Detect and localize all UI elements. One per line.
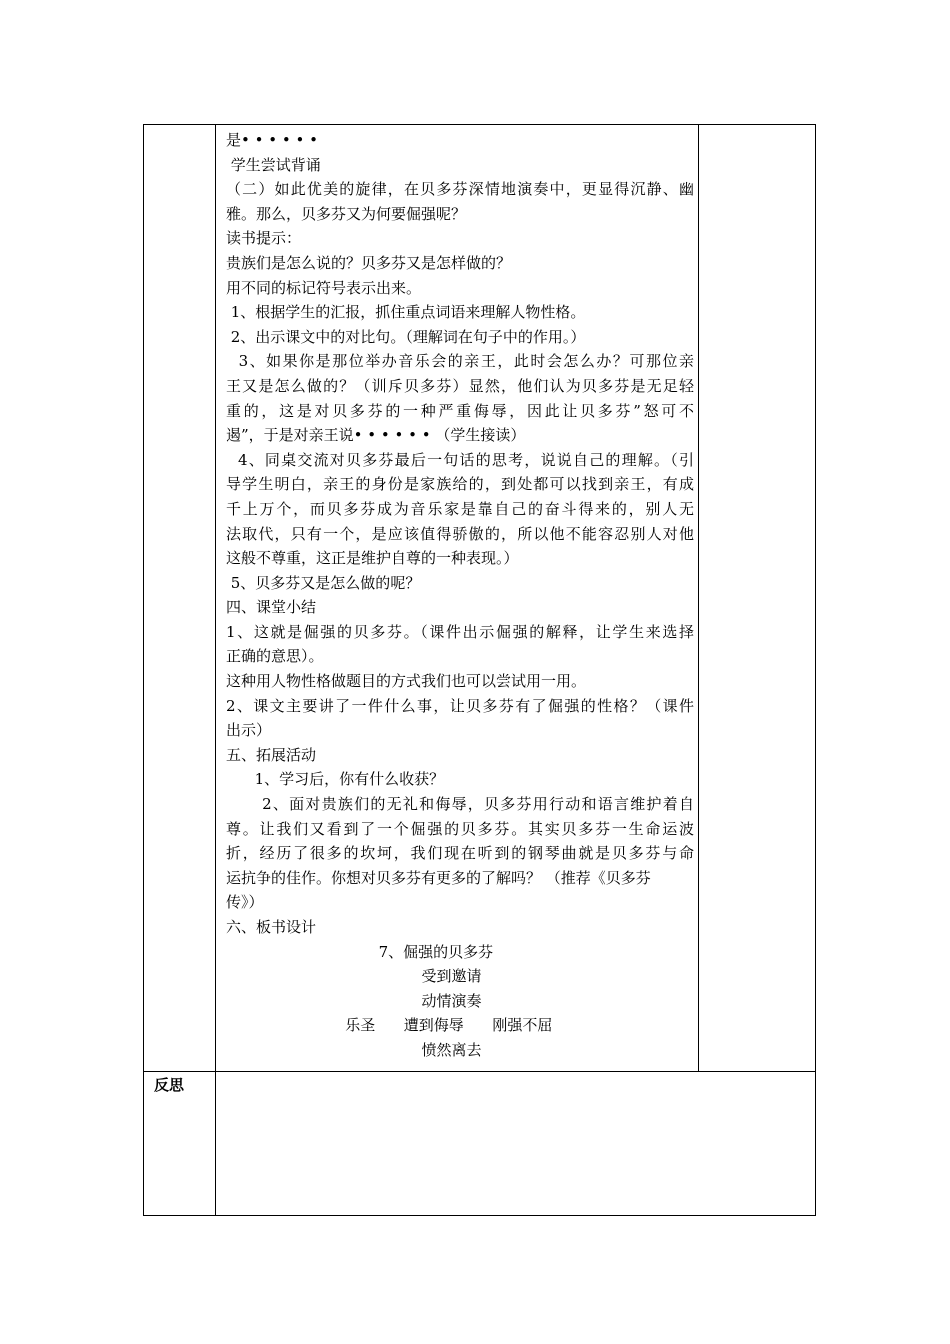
text-line: 学生尝试背诵: [226, 155, 321, 174]
text-line: 出示）: [226, 721, 272, 740]
text-line: 3、如果你是那位举办音乐会的亲王，此时会怎么办？可那位亲: [226, 352, 694, 371]
text-line: 千上万个，而贝多芬成为音乐家是靠自己的奋斗得来的，别人无: [226, 499, 694, 518]
board-design-line: 动情演奏: [226, 991, 482, 1010]
column-divider-left: [215, 125, 216, 1215]
text-line: 用不同的标记符号表示出来。: [226, 278, 422, 297]
text-line: 传》）: [226, 893, 264, 912]
text-line: 4、同桌交流对贝多芬最后一句话的思考，说说自己的理解。（引: [226, 450, 694, 469]
text-line: 5、贝多芬又是怎么做的呢？: [226, 573, 421, 592]
lesson-plan-table: [143, 124, 816, 1216]
text-line: 2、面对贵族们的无礼和侮辱，贝多芬用行动和语言维护着自: [226, 795, 694, 814]
section-heading: 四、课堂小结: [226, 598, 317, 617]
text-line: （二）如此优美的旋律，在贝多芬深情地演奏中，更显得沉静、幽: [226, 180, 694, 199]
text-line: 1、根据学生的汇报，抓住重点词语来理解人物性格。: [226, 303, 586, 322]
text-line: 这般不尊重，这正是维护自尊的一种表现。）: [226, 549, 519, 568]
reflection-label: 反思: [154, 1076, 185, 1094]
text-line: 这种用人物性格做题目的方式我们也可以尝试用一用。: [226, 672, 587, 691]
board-design-line: 受到邀请: [226, 967, 482, 986]
text-line: 导学生明白，亲王的身份是家族给的，到处都可以找到亲王，有成: [226, 475, 694, 494]
text-line: 法取代，只有一个，是应该值得骄傲的，所以他不能容忍别人对他: [226, 524, 694, 543]
text-line: 1、学习后，你有什么收获？: [226, 770, 445, 789]
text-line: 尊。让我们又看到了一个倔强的贝多芬。其实贝多芬一生命运波: [226, 819, 694, 838]
section-heading: 五、拓展活动: [226, 745, 317, 764]
text-line: 正确的意思）。: [226, 647, 324, 666]
board-design-title: 7、倔强的贝多芬: [226, 942, 494, 961]
text-line: 运抗争的佳作。你想对贝多芬有更多的了解吗？ （推荐《贝多芬: [226, 868, 651, 887]
text-line: 雅。那么，贝多芬又为何要倔强呢？: [226, 204, 467, 223]
text-line: 贵族们是怎么说的？贝多芬又是怎样做的？: [226, 253, 512, 272]
text-line: 1、这就是倔强的贝多芬。（课件出示倔强的解释，让学生来选择: [226, 622, 694, 641]
text-line: 折，经历了很多的坎坷，我们现在听到的钢琴曲就是贝多芬与命: [226, 844, 694, 863]
text-line: 重的，这是对贝多芬的一种严重侮辱，因此让贝多芬”怒可不: [226, 401, 694, 420]
text-line: 遏”，于是对亲王说• • • • • • （学生接读）: [226, 426, 526, 445]
text-line: 2、课文主要讲了一件什么事，让贝多芬有了倔强的性格？（课件: [226, 696, 694, 715]
text-line: 是• • • • • •: [226, 131, 318, 149]
text-line: 读书提示：: [226, 229, 302, 248]
row-divider: [144, 1071, 815, 1072]
text-line: 2、出示课文中的对比句。（理解词在句子中的作用。）: [226, 327, 586, 346]
lesson-content: [226, 128, 694, 1063]
column-divider-right: [698, 125, 699, 1071]
section-heading: 六、板书设计: [226, 918, 317, 936]
text-line: 王又是怎么做的？（训斥贝多芬）显然，他们认为贝多芬是无足轻: [226, 376, 694, 395]
board-design-line: 乐圣 遭到侮辱 刚强不屈: [226, 1016, 553, 1035]
board-design-line: 愤然离去: [226, 1040, 482, 1059]
